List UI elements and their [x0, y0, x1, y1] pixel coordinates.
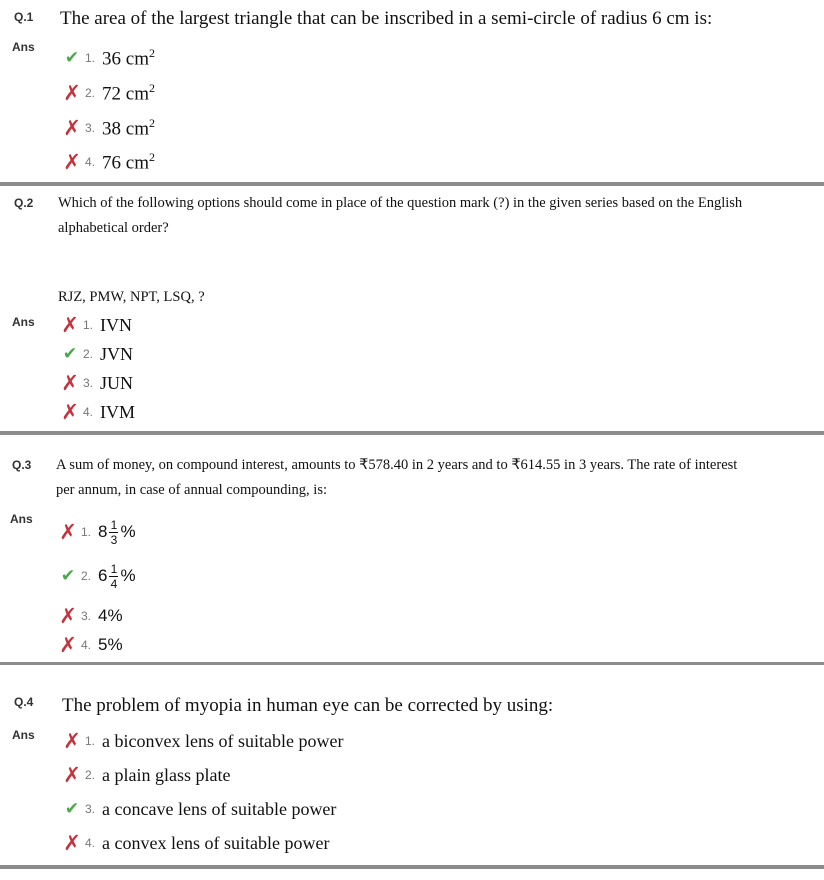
option-number: 3.	[81, 609, 92, 623]
option-2[interactable]	[58, 559, 136, 593]
option-1[interactable]	[62, 43, 155, 73]
option-value: a convex lens of suitable power	[102, 832, 330, 853]
option-number: 2.	[85, 768, 96, 782]
option-4[interactable]	[62, 147, 155, 177]
option-number: 4.	[83, 405, 94, 419]
question-text: The area of the largest triangle that can be inscribed in a semi-circle of radius 6 cm is:	[60, 8, 713, 29]
answer-label: Ans	[12, 728, 35, 742]
option-value: 38 $cm^2$	[102, 115, 155, 140]
option-2[interactable]	[60, 339, 133, 369]
question-divider	[0, 865, 824, 869]
cross-icon: ✗	[61, 400, 79, 424]
checkmark-icon: ✔	[64, 799, 80, 819]
answer-label: Ans	[12, 315, 35, 329]
option-2[interactable]	[62, 760, 230, 790]
option-number: 1.	[85, 734, 96, 748]
option-number: 3.	[85, 802, 96, 816]
checkmark-icon: ✔	[60, 566, 76, 586]
option-number: 2.	[81, 569, 92, 583]
option-value: IVN	[100, 314, 133, 335]
option-value: IVM	[100, 401, 136, 422]
option-3[interactable]	[60, 368, 133, 398]
checkmark-icon: ✔	[62, 344, 78, 364]
question-text: The problem of myopia in human eye can be corrected by using:	[62, 695, 554, 716]
option-value: a biconvex lens of suitable power	[102, 730, 344, 751]
cross-icon: ✗	[63, 116, 81, 140]
option-number: 3.	[85, 121, 96, 135]
option-number: 2.	[85, 86, 96, 100]
cross-icon: ✗	[59, 520, 77, 544]
option-number: 1.	[83, 318, 94, 332]
option-value: a plain glass plate	[102, 764, 231, 785]
cross-icon: ✗	[59, 633, 77, 657]
option-1[interactable]	[58, 515, 136, 549]
cross-icon: ✗	[63, 831, 81, 855]
option-3[interactable]	[62, 113, 155, 143]
fraction: $\frac{1}{4}$	[110, 561, 118, 591]
option-value: 36 $cm^2$	[102, 45, 155, 70]
question-number: Q.1	[14, 10, 34, 24]
option-1[interactable]	[60, 310, 132, 340]
option-value: 8 $\frac{1}{3}$ %	[98, 517, 136, 547]
cross-icon: ✗	[61, 313, 79, 337]
question-1	[0, 0, 824, 182]
option-value: 5%	[98, 635, 123, 654]
fraction: $\frac{1}{3}$	[110, 517, 118, 547]
cross-icon: ✗	[63, 763, 81, 787]
option-number: 2.	[83, 347, 94, 361]
checkmark-icon: ✔	[64, 48, 80, 68]
option-number: 4.	[81, 638, 92, 652]
option-number: 1.	[81, 525, 92, 539]
option-number: 1.	[85, 51, 96, 65]
question-number: Q.3	[12, 458, 32, 472]
option-value: JVN	[100, 343, 134, 364]
option-value: a concave lens of suitable power	[102, 798, 337, 819]
option-value: 72 $cm^2$	[102, 80, 155, 105]
question-text-line-2: per annum, in case of annual compounding, is:	[56, 482, 328, 498]
option-4[interactable]	[62, 828, 329, 858]
option-3[interactable]	[58, 601, 123, 631]
cross-icon: ✗	[63, 729, 81, 753]
option-value: JUN	[100, 372, 134, 393]
cross-icon: ✗	[59, 604, 77, 628]
option-4[interactable]	[58, 630, 123, 660]
question-4	[0, 665, 824, 865]
question-series: RJZ, PMW, NPT, LSQ, ?	[58, 289, 205, 305]
option-1[interactable]	[62, 726, 343, 756]
question-3	[0, 435, 824, 662]
option-value: 76 $cm^2$	[102, 149, 155, 174]
question-text-line-1: Which of the following options should come in place of the question mark (?) in the given series based on the English	[58, 195, 743, 211]
cross-icon: ✗	[63, 150, 81, 174]
cross-icon: ✗	[63, 81, 81, 105]
option-number: 3.	[83, 376, 94, 390]
option-2[interactable]	[62, 78, 155, 108]
option-3[interactable]	[62, 794, 336, 824]
option-4[interactable]	[60, 397, 135, 427]
option-number: 4.	[85, 836, 96, 850]
answer-label: Ans	[12, 40, 35, 54]
option-value: 6 $\frac{1}{4}$ %	[98, 561, 136, 591]
option-value: 4%	[98, 606, 123, 625]
answer-label: Ans	[10, 512, 33, 526]
question-text-line-1: A sum of money, on compound interest, amounts to ₹578.40 in 2 years and to ₹614.55 in 3 years. The rate of interest	[56, 457, 738, 473]
option-number: 4.	[85, 155, 96, 169]
question-number: Q.4	[14, 695, 34, 709]
question-2	[0, 186, 824, 431]
question-text-line-2: alphabetical order?	[58, 220, 169, 236]
cross-icon: ✗	[61, 371, 79, 395]
question-number: Q.2	[14, 196, 34, 210]
